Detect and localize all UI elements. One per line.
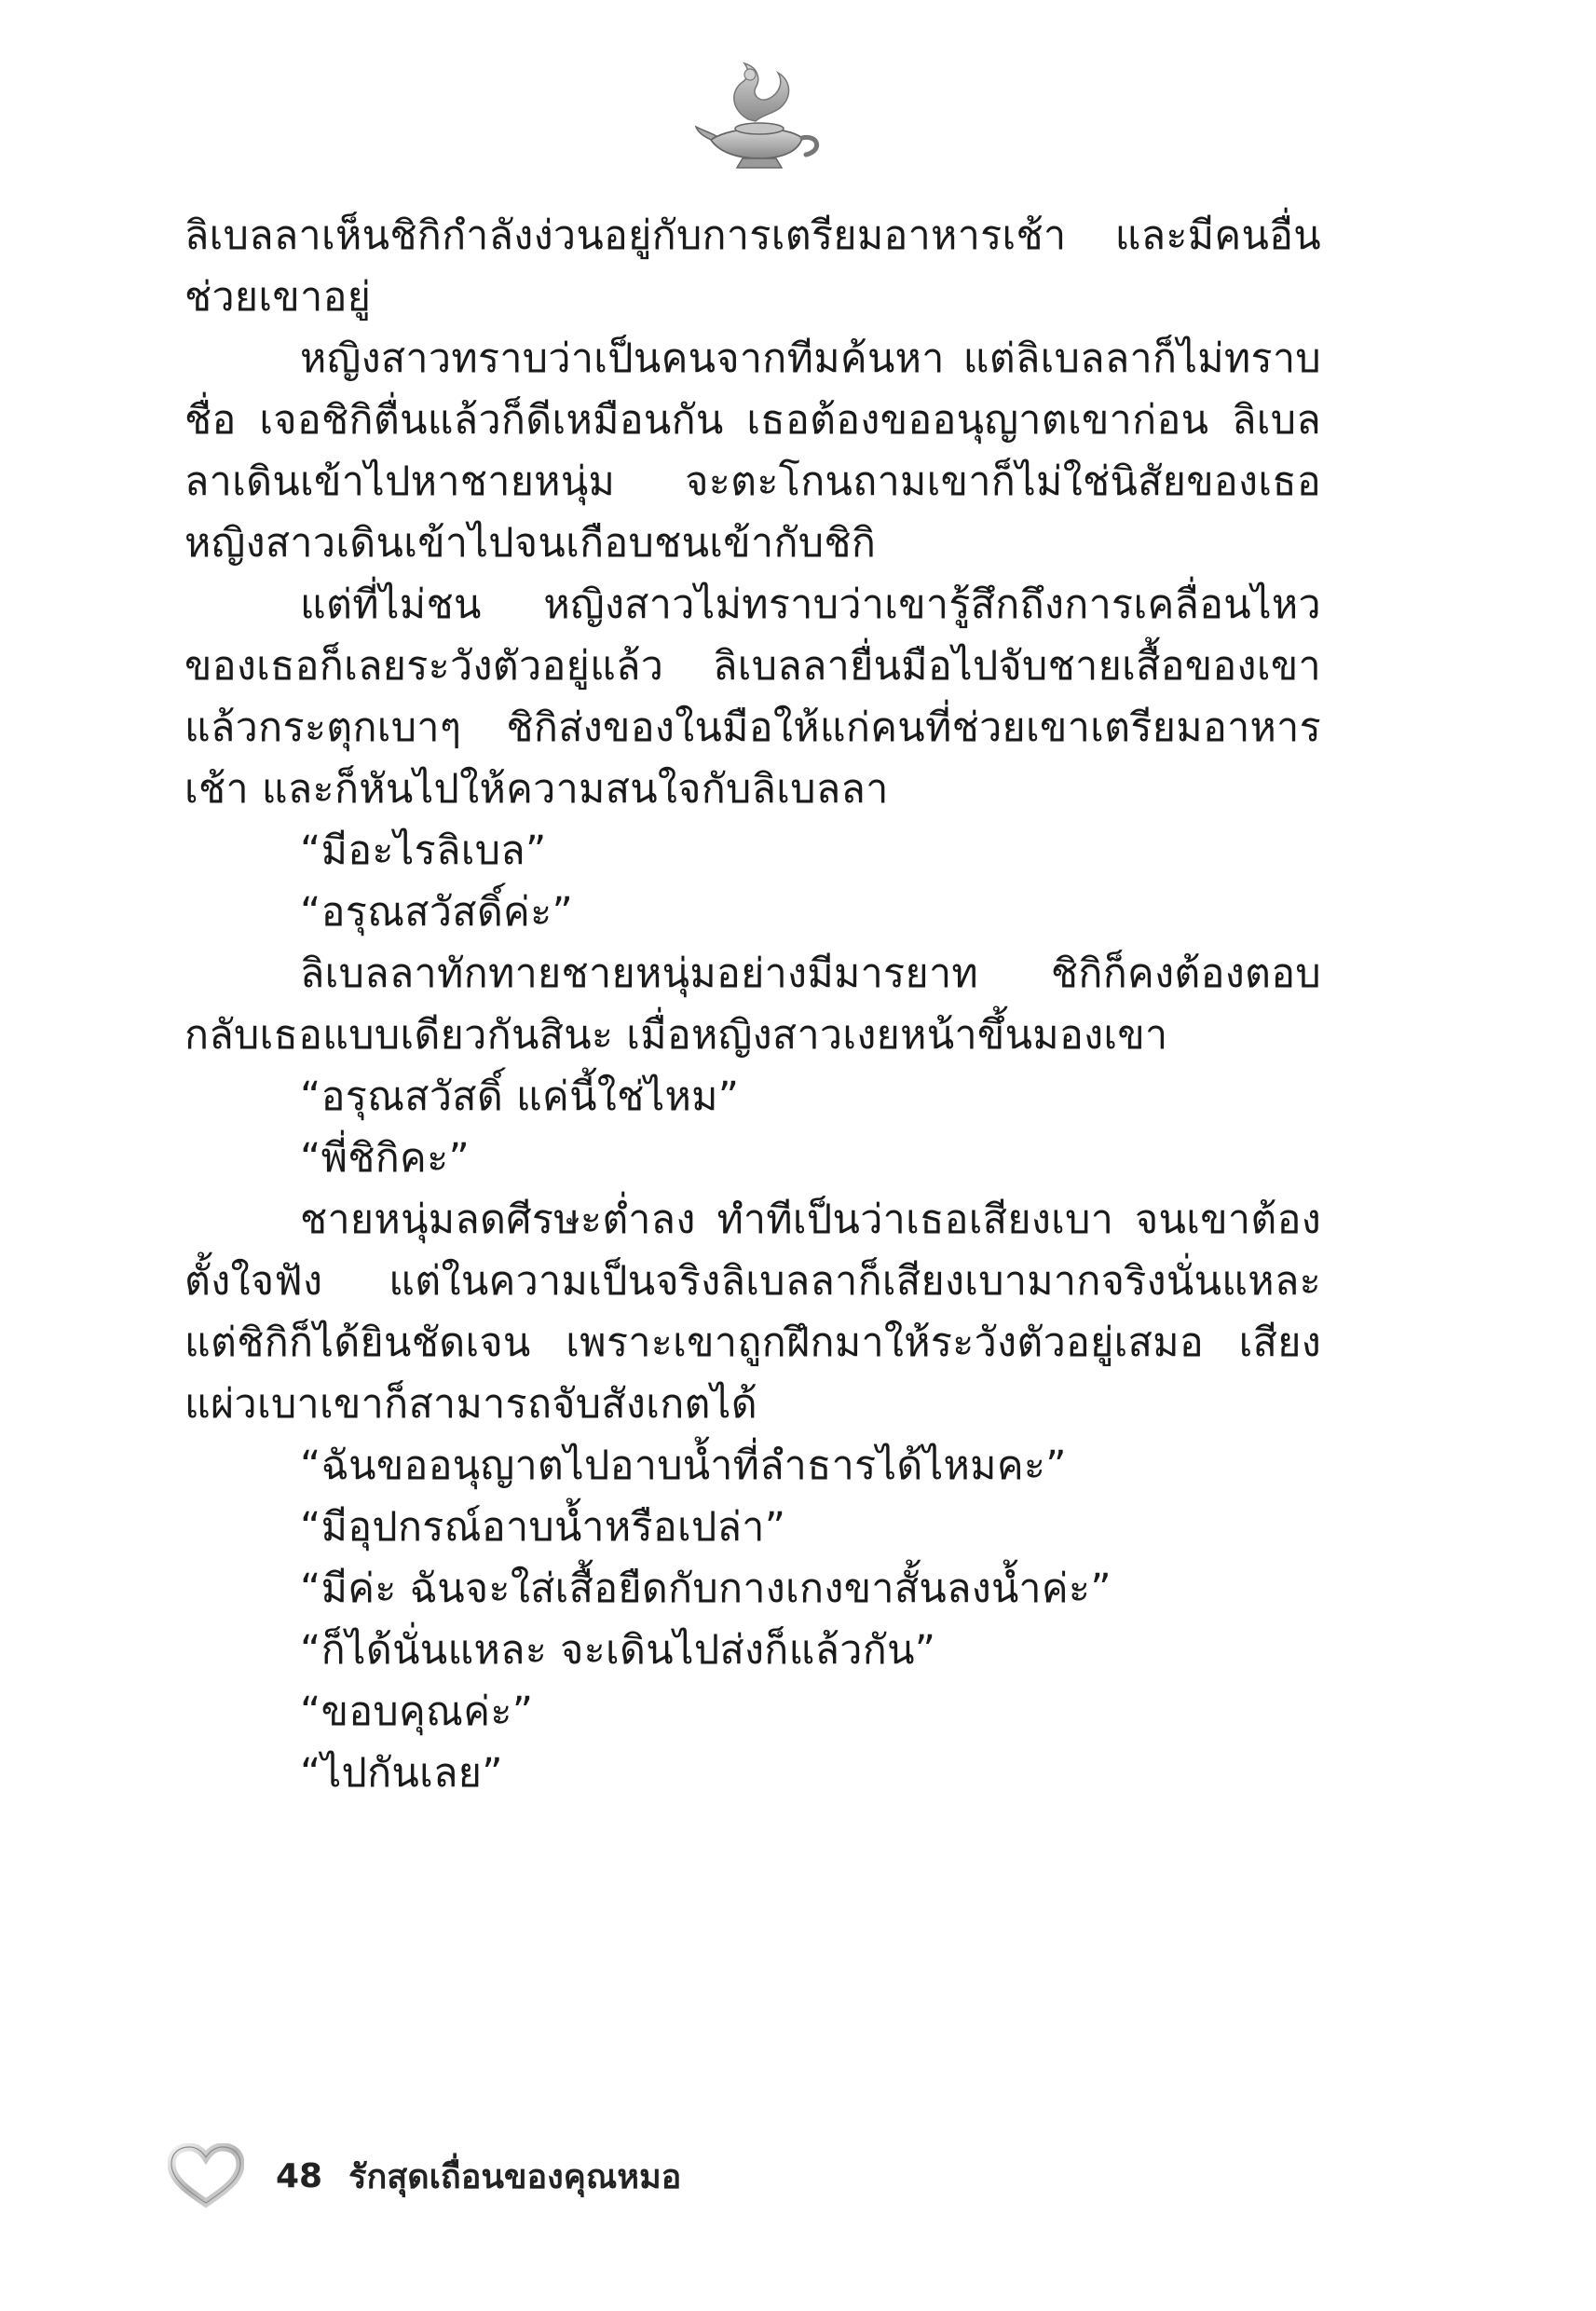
paragraph: ลิเบลลาทักทายชายหนุ่มอย่างมีมารยาท ชิกิก็คงต้องตอบกลับเธอแบบเดียวกันสินะ เมื่อหญิงสาวเงยหน้าขึ้นมองเขา — [184, 950, 1321, 1059]
dialogue-line: “ไปกันเลย” — [300, 1750, 503, 1797]
dialogue-line: “อรุณสวัสดิ์ แค่นี้ใช่ไหม” — [300, 1073, 740, 1120]
page-number: 48 — [276, 2156, 323, 2195]
book-title: รักสุดเถื่อนของคุณหมอ — [348, 2157, 682, 2196]
dialogue-line: “ก็ได้นั่นแหละ จะเดินไปส่งก็แล้วกัน” — [300, 1627, 936, 1674]
genie-lamp-icon — [694, 54, 825, 175]
body-text — [184, 205, 1321, 1804]
page-footer — [168, 2134, 681, 2218]
dialogue-line: “ฉันขออนุญาตไปอาบน้ำที่ลำธารได้ไหมคะ” — [300, 1443, 1067, 1489]
paragraph: ชายหนุ่มลดศีรษะต่ำลง ทำทีเป็นว่าเธอเสียงเบา จนเขาต้องตั้งใจฟัง แต่ในความเป็นจริงลิเบลลาก็เสียงเบามากจริงนั่นแหละ แต่ชิกิก็ได้ยินชัดเจน เพราะเขาถูกฝึกมาให้ระวังตัวอยู่เสมอ เสียงแผ่วเบาเขาก็สามารถจับสังเกตได้ — [184, 1197, 1321, 1428]
dialogue-line: “พี่ชิกิคะ” — [300, 1135, 471, 1182]
paragraph: หญิงสาวทราบว่าเป็นคนจากทีมค้นหา แต่ลิเบลลาก็ไม่ทราบชื่อ เจอชิกิตื่นแล้วก็ดีเหมือนกัน เธอต้องขออนุญาตเขาก่อน ลิเบลลาเดินเข้าไปหาชายหนุ่ม จะตะโกนถามเขาก็ไม่ใช่นิสัยของเธอ หญิงสาวเดินเข้าไปจนเกือบชนเข้ากับชิกิ — [184, 335, 1321, 567]
heart-icon — [168, 2143, 244, 2208]
dialogue-line: “มีอะไรลิเบล” — [300, 827, 547, 874]
dialogue-line: “มีค่ะ ฉันจะใส่เสื้อยืดกับกางเกงขาสั้นลงน้ำค่ะ” — [300, 1566, 1112, 1612]
dialogue-line: “มีอุปกรณ์อาบน้ำหรือเปล่า” — [300, 1504, 786, 1551]
paragraph: แต่ที่ไม่ชน หญิงสาวไม่ทราบว่าเขารู้สึกถึงการเคลื่อนไหวของเธอก็เลยระวังตัวอยู่แล้ว ลิเบลลายื่นมือไปจับชายเสื้อของเขา แล้วกระตุกเบาๆ ชิกิส่งของในมือให้แก่คนที่ช่วยเขาเตรียมอาหารเช้า และก็หันไปให้ความสนใจกับลิเบลลา — [184, 581, 1321, 813]
dialogue-line: “ขอบคุณค่ะ” — [300, 1689, 534, 1735]
dialogue-line: “อรุณสวัสดิ์ค่ะ” — [300, 889, 574, 936]
paragraph: ลิเบลลาเห็นชิกิกำลังง่วนอยู่กับการเตรียมอาหารเช้า และมีคนอื่นช่วยเขาอยู่ — [184, 212, 1321, 321]
